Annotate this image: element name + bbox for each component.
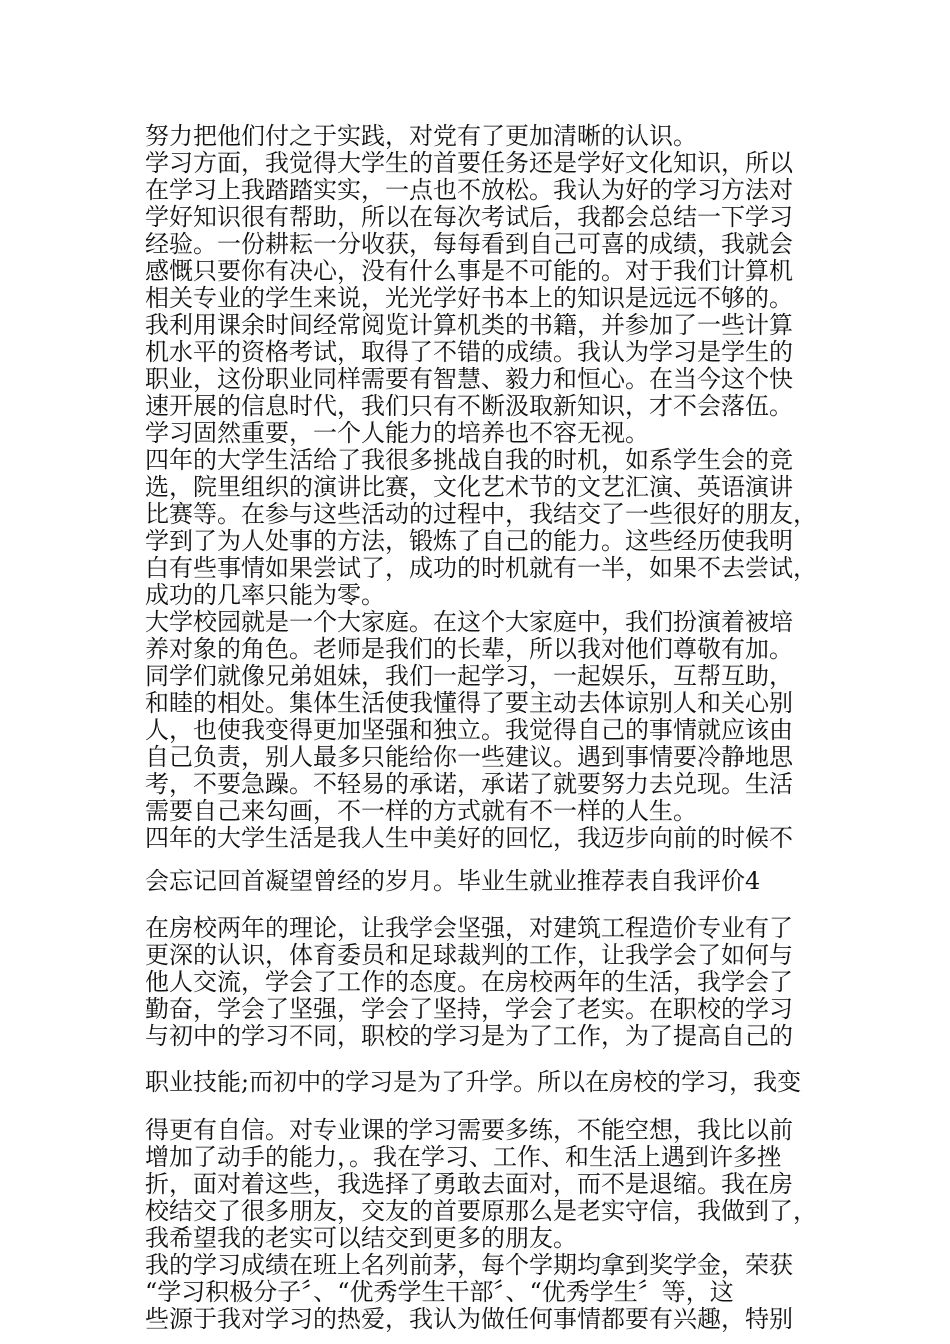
text-line: 学到了为人处事的方法，锻炼了自己的能力。这些经历使我明 (145, 527, 793, 555)
text-line: 比赛等。在参与这些活动的过程中，我结交了一些很好的朋友， (145, 500, 817, 528)
text-line: 会忘记回首凝望曾经的岁月。毕业生就业推荐表自我评价4 (145, 867, 761, 895)
text-line: 成功的几率只能为零。 (145, 581, 385, 609)
text-line: 选，院里组织的演讲比赛，文化艺术节的文艺汇演、英语演讲 (145, 473, 793, 501)
text-line: 考，不要急躁。不轻易的承诺，承诺了就要努力去兑现。生活 (145, 770, 793, 798)
text-line: 我的学习成绩在班上名列前茅，每个学期均拿到奖学金，荣获 (145, 1251, 793, 1279)
text-line: 勤奋，学会了坚强，学会了坚持，学会了老实。在职校的学习 (145, 995, 793, 1023)
text-line: 同学们就像兄弟姐妹，我们一起学习，一起娱乐，互帮互助， (145, 662, 793, 690)
text-line: 我利用课余时间经常阅览计算机类的书籍，并参加了一些计算 (145, 311, 793, 339)
text-line: 和睦的相处。集体生活使我懂得了要主动去体谅别人和关心别 (145, 689, 793, 717)
text-line: 折，面对着这些，我选择了勇敢去面对，而不是退缩。我在房 (145, 1170, 793, 1198)
text-line: 得更有自信。对专业课的学习需要多练，不能空想，我比以前 (145, 1116, 793, 1144)
text-line: 养对象的角色。老师是我们的长辈，所以我对他们尊敬有加。 (145, 635, 793, 663)
text-line: 他人交流，学会了工作的态度。在房校两年的生活，我学会了 (145, 968, 793, 996)
text-line: 校结交了很多朋友，交友的首要原那么是老实守信，我做到了， (145, 1197, 817, 1225)
text-line: 四年的大学生活给了我很多挑战自我的时机，如系学生会的竞 (145, 446, 793, 474)
text-line: 些源于我对学习的热爱，我认为做任何事情都要有兴趣，特别 (145, 1305, 793, 1333)
text-line: 需要自己来勾画，不一样的方式就有不一样的人生。 (145, 797, 697, 825)
text-line: 我希望我的老实可以结交到更多的朋友。 (145, 1224, 577, 1252)
text-line: 职业技能;而初中的学习是为了升学。所以在房校的学习，我变 (145, 1068, 802, 1096)
text-line: 在房校两年的理论，让我学会坚强，对建筑工程造价专业有了 (145, 914, 793, 942)
text-line: 四年的大学生活是我人生中美好的回忆，我迈步向前的时候不 (145, 824, 793, 852)
text-line: 学习方面，我觉得大学生的首要任务还是学好文化知识，所以 (145, 149, 793, 177)
text-line: 大学校园就是一个大家庭。在这个大家庭中，我们扮演着被培 (145, 608, 793, 636)
text-line: 机水平的资格考试，取得了不错的成绩。我认为学习是学生的 (145, 338, 793, 366)
text-line: 速开展的信息时代，我们只有不断汲取新知识，才不会落伍。 (145, 392, 793, 420)
text-line: 增加了动手的能力，。我在学习、工作、和生活上遇到许多挫 (145, 1143, 781, 1171)
text-line: 在学习上我踏踏实实，一点也不放松。我认为好的学习方法对 (145, 176, 793, 204)
text-line: 职业，这份职业同样需要有智慧、毅力和恒心。在当今这个快 (145, 365, 793, 393)
text-line: 与初中的学习不同，职校的学习是为了工作，为了提高自己的 (145, 1022, 793, 1050)
text-line: 相关专业的学生来说，光光学好书本上的知识是远远不够的。 (145, 284, 793, 312)
text-line: 学习固然重要，一个人能力的培养也不容无视。 (145, 419, 649, 447)
text-line: 感慨只要你有决心，没有什么事是不可能的。对于我们计算机 (145, 257, 793, 285)
text-line: 人，也使我变得更加坚强和独立。我觉得自己的事情就应该由 (145, 716, 793, 744)
text-line: 自己负责，别人最多只能给你一些建议。遇到事情要冷静地思 (145, 743, 793, 771)
text-line: 更深的认识，体育委员和足球裁判的工作，让我学会了如何与 (145, 941, 793, 969)
text-line: 经验。一份耕耘一分收获，每每看到自己可喜的成绩，我就会 (145, 230, 793, 258)
text-line: 白有些事情如果尝试了，成功的时机就有一半，如果不去尝试， (145, 554, 817, 582)
text-line: 学好知识很有帮助，所以在每次考试后，我都会总结一下学习 (145, 203, 793, 231)
text-line: 努力把他们付之于实践，对党有了更加清晰的认识。 (145, 122, 697, 150)
text-line: “学习积极分子〞、“优秀学生干部〞、“优秀学生〞等，这 (145, 1278, 734, 1306)
